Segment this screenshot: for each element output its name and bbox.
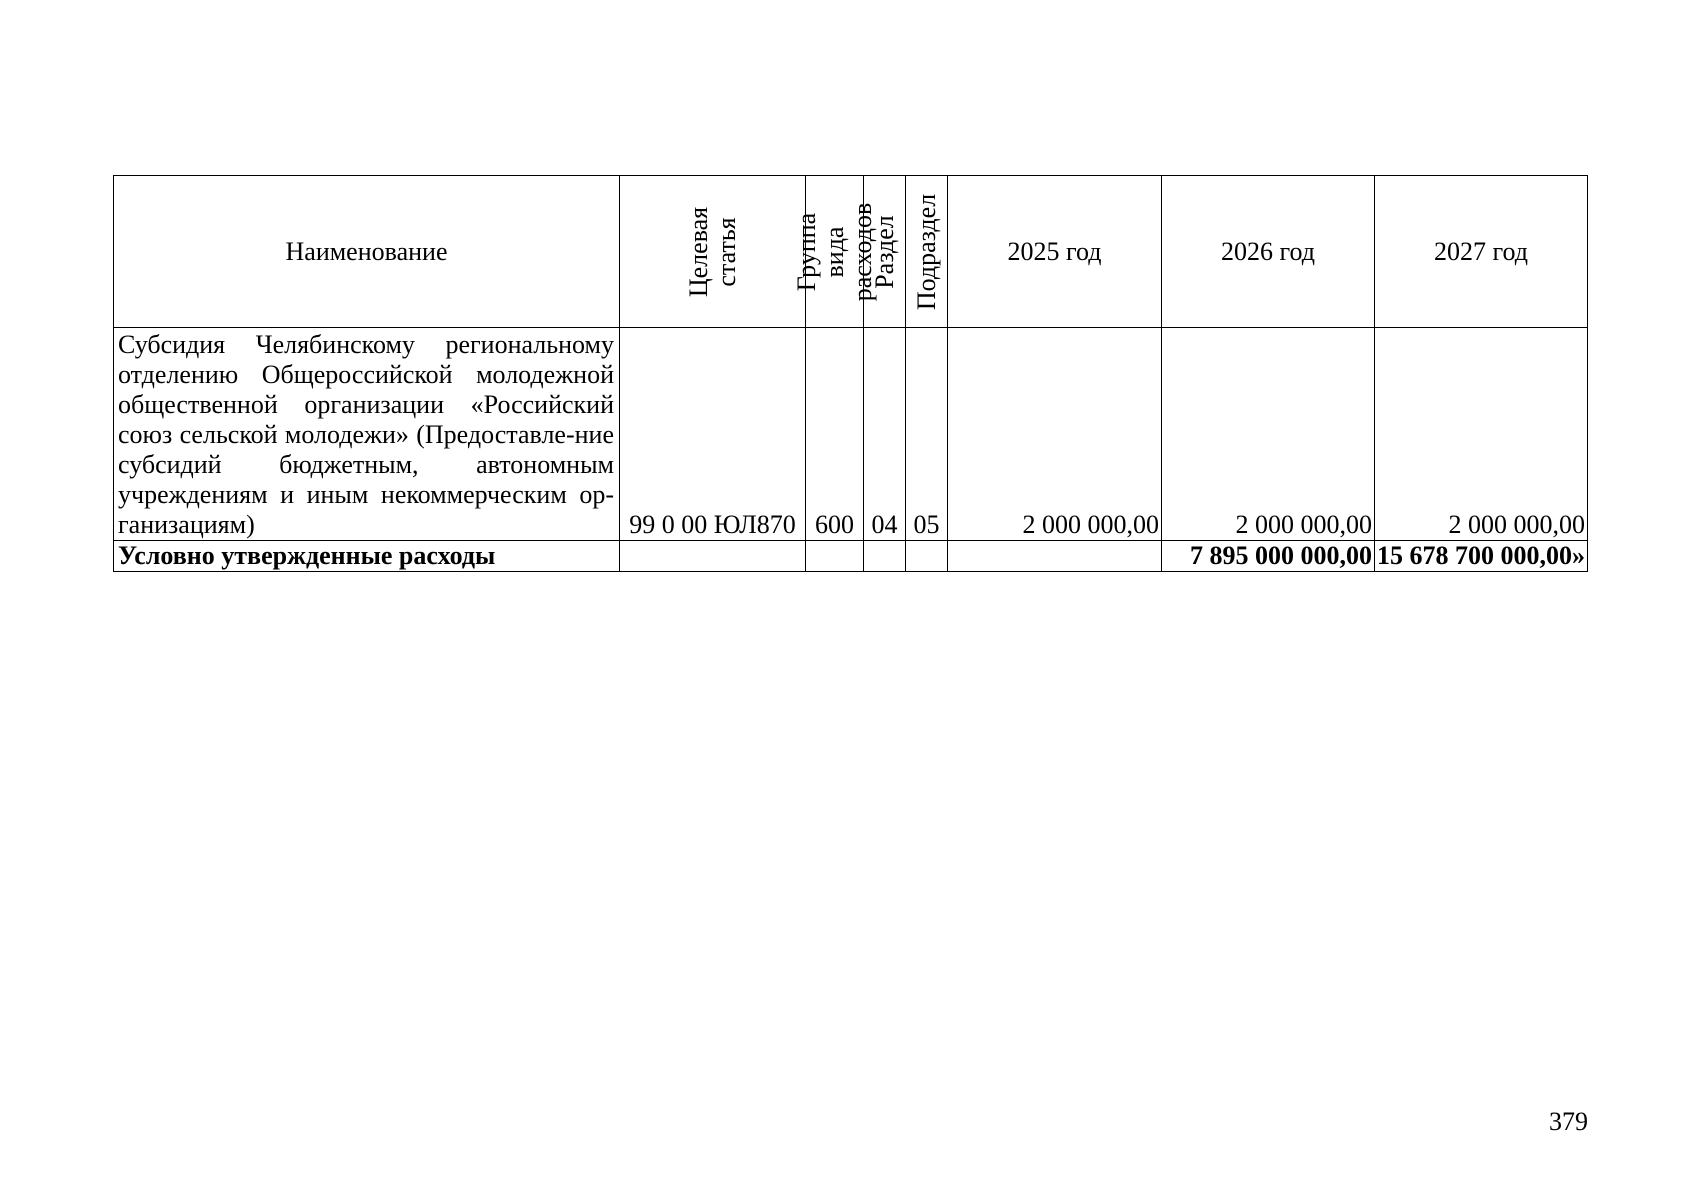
total-expense-group [806,541,864,572]
total-section [864,541,906,572]
total-year-2025 [948,541,1162,572]
row-subsection: 05 [906,328,948,541]
header-section [864,176,906,328]
header-section-text: Раздел [869,214,899,289]
total-subsection [906,541,948,572]
header-year-2027-text: 2027 год [1434,236,1528,266]
header-year-2027 [1375,176,1588,328]
header-name [114,176,620,328]
header-expense-group-text: Группа вида расходов [791,202,877,301]
header-year-2026 [1162,176,1375,328]
header-year-2025 [948,176,1162,328]
row-year-2027: 2 000 000,00 [1375,328,1588,541]
row-name: Субсидия Челябинскому региональному отделению Общероссийской молодежной общественной организации «Российский союз сельской молодежи» (Предоставле-ние субсидий бюджетным, автономным учреждениям и иным некоммерческим ор-ганизациям) [118,330,614,539]
row-section: 04 [864,328,906,541]
header-subsection [906,176,948,328]
row-target-article: 99 0 00 ЮЛ870 [620,328,806,541]
total-year-2027: 15 678 700 000,00» [1375,541,1588,572]
row-year-2026: 2 000 000,00 [1162,328,1375,541]
header-name-text: Наименование [285,236,448,266]
table-row [114,328,1588,541]
header-year-2026-text: 2026 год [1221,236,1315,266]
row-name-cell [114,328,620,541]
total-year-2026: 7 895 000 000,00 [1162,541,1375,572]
budget-table [113,175,1588,572]
total-label: Условно утвержденные расходы [114,541,620,572]
page-number: 379 [1549,1107,1588,1136]
header-target-article-text [685,206,741,296]
header-target-article [620,176,806,328]
total-target-article [620,541,806,572]
row-expense-group: 600 [806,328,864,541]
header-subsection-text: Подраздел [911,193,941,310]
header-target-article-text: Целевая статья [683,206,741,297]
header-expense-group [791,176,877,328]
total-row [114,541,1588,572]
header-row [114,176,1588,328]
row-year-2025: 2 000 000,00 [948,328,1162,541]
header-year-2025-text: 2025 год [1007,236,1102,266]
